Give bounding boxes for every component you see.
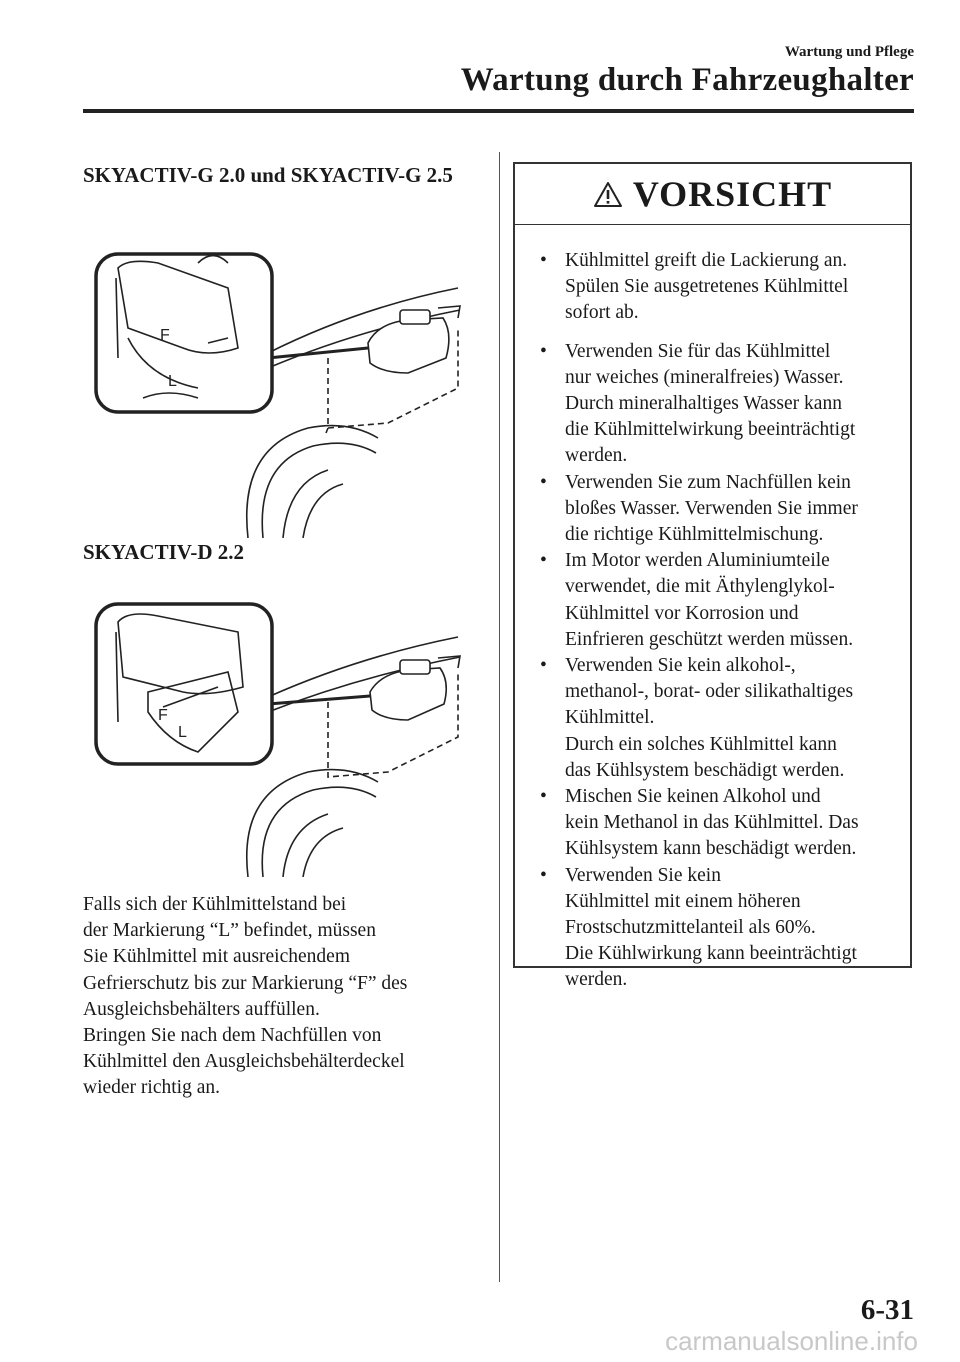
body-line: wieder richtig an. [83,1077,220,1099]
bullet: • [540,786,547,808]
caution-item: • Verwenden Sie für das Kühlmittel nur weiches (mineralfreies) Wasser. Durch mineralhaltiges Wasser kann die Kühlmittelwirkung beeinträchtigt werden. [540,340,856,467]
caution-item: • Verwenden Sie zum Nachfüllen kein bloßes Wasser. Verwenden Sie immer die richtige Kühlmittelmischung. [540,471,858,546]
caution-list [535,248,910,994]
figure-d-mark-l: L [178,724,187,741]
watermark: carmanualsonline.info [665,1326,918,1356]
body-line: Bringen Sie nach dem Nachfüllen von [83,1025,382,1047]
body-line: Ausgleichsbehälters auffüllen. [83,998,320,1020]
page-number: 6-31 [860,1294,914,1326]
bullet: • [540,864,547,886]
column-divider [499,152,500,1282]
figure-d-mark-f: F [158,707,168,724]
bullet: • [540,550,547,572]
caution-header [515,164,910,225]
body-paragraph [83,892,483,1102]
subhead-skyactiv-d: SKYACTIV-D 2.2 [83,540,245,564]
body-line: Sie Kühlmittel mit ausreichendem [83,946,350,968]
body-line: der Markierung “L” befindet, müssen [83,920,376,942]
caution-item: • Kühlmittel greift die Lackierung an. Spülen Sie ausgetretenes Kühlmittel sofort ab. [540,250,849,324]
warning-triangle-icon [593,181,623,208]
header-section: Wartung und Pflege [784,44,914,60]
figure-g-mark-l: L [168,373,177,390]
bullet: • [540,655,547,677]
bullet: • [540,340,547,362]
subhead-skyactiv-g: SKYACTIV-G 2.0 und SKYACTIV-G 2.5 [83,163,453,187]
caution-title: VORSICHT [632,174,833,214]
bullet: • [540,471,547,493]
figure-coolant-reservoir-d [88,602,468,877]
caution-item: • Verwenden Sie kein alkohol-, methanol-, borat- oder silikathaltiges Kühlmittel. Durch ein solches Kühlmittel kann das Kühlsystem beschädigt werden. [540,655,854,781]
caution-item: • Mischen Sie keinen Alkohol und kein Methanol in das Kühlmittel. Das Kühlsystem kann beschädigt werden. [540,786,859,860]
caution-box [513,162,912,991]
figure-coolant-reservoir-g [88,248,468,538]
body-line: Kühlmittel den Ausgleichsbehälterdeckel [83,1051,405,1073]
header-rule [83,109,914,113]
caution-item: • Im Motor werden Aluminiumteile verwendet, die mit Äthylenglykol- Kühlmittel vor Korrosion und Einfrieren geschützt werden müssen. [540,550,854,650]
figure-g-mark-f: F [160,327,170,344]
body-line: Gefrierschutz bis zur Markierung “F” des [83,972,408,994]
header-chapter-title: Wartung durch Fahrzeughalter [460,62,914,98]
bullet: • [540,250,547,271]
caution-item: • Verwenden Sie kein Kühlmittel mit einem höheren Frostschutzmittelanteil als 60%. Die Kühlwirkung kann beeinträchtigt werden. [540,864,857,991]
body-line: Falls sich der Kühlmittelstand bei [83,894,347,915]
